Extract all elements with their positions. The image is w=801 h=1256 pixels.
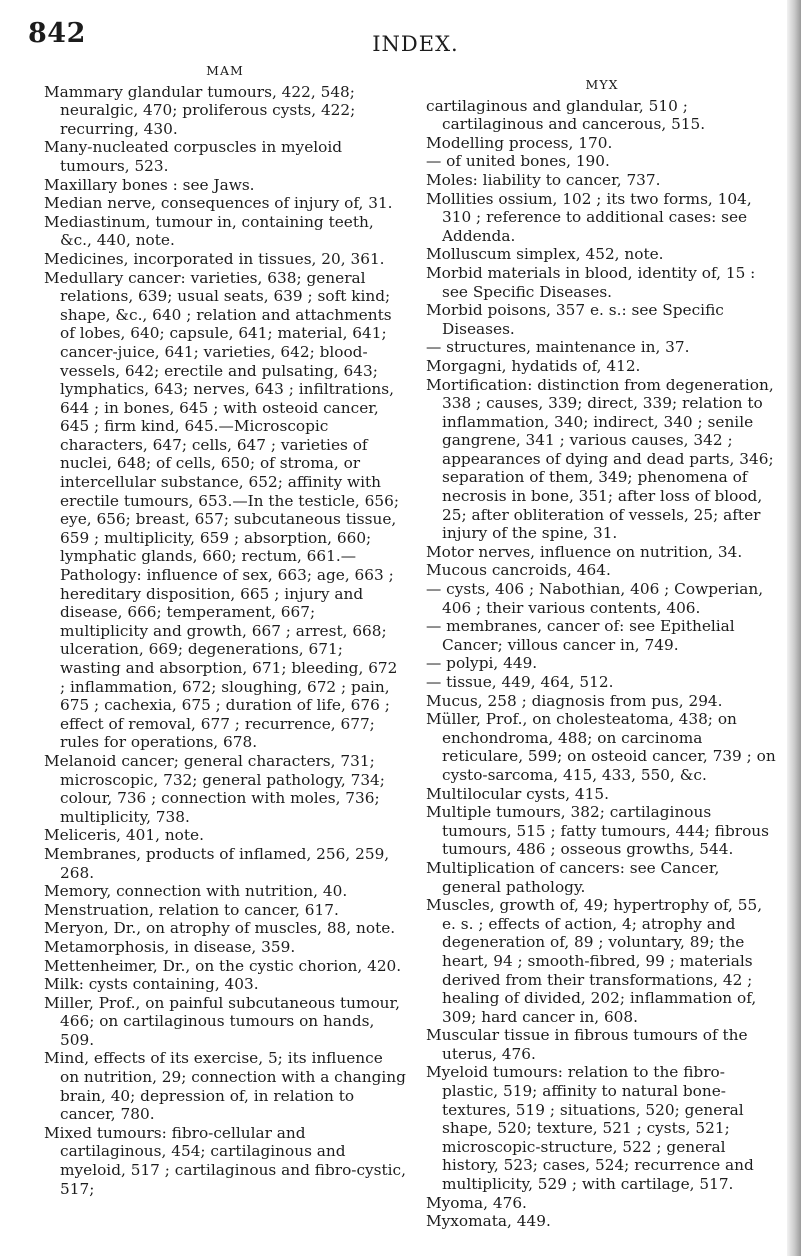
index-entry: Mind, effects of its exercise, 5; its influence on nutrition, 29; connection with a changing brain, 40; depression of, in relation to cancer, 780. xyxy=(44,1049,406,1124)
index-entry: Muscles, growth of, 49; hypertrophy of, 55, e. s. ; effects of action, 4; atrophy and degeneration of, 89 ; voluntary, 89; the heart, 94 ; smooth-fibred, 99 ; materials derived from their transformations, 42 ; healing of divided, 202; inflammation of, 309; hard cancer in, 608. xyxy=(426,896,763,1026)
left-column xyxy=(44,62,406,1198)
index-entry: Morgagni, hydatids of, 412. xyxy=(426,356,641,375)
right-column xyxy=(426,76,778,1231)
index-entry: Moles: liability to cancer, 737. xyxy=(426,170,661,189)
index-entry: Molluscum simplex, 452, note. xyxy=(426,245,664,264)
index-entry: Mettenheimer, Dr., on the cystic chorion, 420. xyxy=(44,956,402,975)
index-entry: Meryon, Dr., on atrophy of muscles, 88, note. xyxy=(44,919,396,938)
index-entry: Muscular tissue in fibrous tumours of the uterus, 476. xyxy=(426,1026,748,1063)
index-entry: Medicines, incorporated in tissues, 20, 361. xyxy=(44,249,385,268)
index-entry: Myxomata, 449. xyxy=(426,1212,551,1231)
index-entry: Multiplication of cancers: see Cancer, general pathology. xyxy=(426,858,720,896)
index-entry: Mixed tumours: fibro-cellular and cartilaginous, 454; cartilaginous and myeloid, 517 ; cartilaginous and fibro-cystic, 517; xyxy=(44,1123,406,1198)
index-entry: — of united bones, 190. xyxy=(426,152,610,171)
index-entry: Mammary glandular tumours, 422, 548; neuralgic, 470; proliferous cysts, 422; recurring, 430. xyxy=(44,82,356,138)
page-edge-shadow xyxy=(787,0,801,1256)
index-entry: Maxillary bones : see Jaws. xyxy=(44,175,255,194)
index-entry: Menstruation, relation to cancer, 617. xyxy=(44,900,339,919)
index-entry: Myoma, 476. xyxy=(426,1193,527,1212)
index-entry: — membranes, cancer of: see Epithelial Cancer; villous cancer in, 749. xyxy=(426,617,735,654)
right-running-head: MYX xyxy=(585,77,619,92)
index-entry: Memory, connection with nutrition, 40. xyxy=(44,882,348,901)
index-entry: Morbid materials in blood, identity of, 15 : see Specific Diseases. xyxy=(426,263,756,301)
index-entry: Mediastinum, tumour in, containing teeth, &c., 440, note. xyxy=(44,212,374,250)
index-entry: Mollities ossium, 102 ; its two forms, 104, 310 ; reference to additional cases: see Addenda. xyxy=(426,189,752,245)
index-entry: — polypi, 449. xyxy=(426,654,538,673)
index-entry: Metamorphosis, in disease, 359. xyxy=(44,937,296,956)
index-entry: Many-nucleated corpuscles in myeloid tumours, 523. xyxy=(44,138,343,175)
index-entry: — structures, maintenance in, 37. xyxy=(426,338,690,357)
index-entry: Medullary cancer: varieties, 638; general relations, 639; usual seats, 639 ; soft kind; shape, &c., 640 ; relation and attachments of lobes, 640; capsule, 641; material, 641; cancer-juice, 641; varieties, 642; blood-vessels, 642; erectile and pulsating, 643; lymphatics, 643; nerves, 643 ; infiltrations, 644 ; in bones, 645 ; with osteoid cancer, 645 ; firm kind, 645.—Microscopic characters, 647; cells, 647 ; varieties of nuclei, 648; of cells, 650; of stroma, or intercellular substance, 652; affinity with erectile tumours, 653.—In the testicle, 656; eye, 656; breast, 657; subcutaneous tissue, 659 ; multiplicity, 659 ; absorption, 660; lymphatic glands, 660; rectum, 661.— Pathology: influence of sex, 663; age, 663 ; hereditary disposition, 665 ; injury and disease, 666; temperament, 667; multiplicity and growth, 667 ; arrest, 668; ulceration, 669; degenerations, 671; wasting and absorption, 671; bleeding, 672 ; inflammation, 672; sloughing, 672 ; pain, 675 ; cachexia, 675 ; duration of life, 676 ; effect of removal, 677 ; recurrence, 677; rules for operations, 678. xyxy=(44,268,399,752)
index-entry: Multilocular cysts, 415. xyxy=(426,784,609,803)
index-entry: Membranes, products of inflamed, 256, 259, 268. xyxy=(44,844,390,882)
index-entry: Müller, Prof., on cholesteatoma, 438; on enchondroma, 488; on carcinoma reticulare, 599; on osteoid cancer, 739 ; on cysto-sarcoma, 415, 433, 550, &c. xyxy=(426,710,776,784)
index-entry: Median nerve, consequences of injury of, 31. xyxy=(44,194,393,213)
index-entry: — cysts, 406 ; Nabothian, 406 ; Cowperian, 406 ; their various contents, 406. xyxy=(426,580,764,617)
index-entry: Multiple tumours, 382; cartilaginous tumours, 515 ; fatty tumours, 444; fibrous tumours, 486 ; osseous growths, 544. xyxy=(426,803,769,859)
index-entry: Melanoid cancer; general characters, 731; microscopic, 732; general pathology, 734; colour, 736 ; connection with moles, 736; multiplicity, 738. xyxy=(44,751,385,826)
index-entry: Mortification: distinction from degeneration, 338 ; causes, 339; direct, 339; relation to inflammation, 340; indirect, 340 ; senile gangrene, 341 ; various causes, 342 ; appearances of dying and dead parts, 346; separation of them, 349; phenomena of necrosis in bone, 351; after loss of blood, 25; after obliteration of vessels, 25; after injury of the spine, 31. xyxy=(426,375,774,543)
page-number: 842 xyxy=(28,18,86,49)
index-entry: Miller, Prof., on painful subcutaneous tumour, 466; on cartilaginous tumours on hands, 509. xyxy=(44,993,401,1049)
index-entry: Mucus, 258 ; diagnosis from pus, 294. xyxy=(426,691,723,710)
index-entry: cartilaginous and glandular, 510 ; cartilaginous and cancerous, 515. xyxy=(426,96,706,134)
index-entry: — tissue, 449, 464, 512. xyxy=(426,673,614,691)
index-entry: Milk: cysts containing, 403. xyxy=(44,975,259,994)
index-entry: Meliceris, 401, note. xyxy=(44,826,204,845)
index-entry: Myeloid tumours: relation to the fibro-plastic, 519; affinity to natural bone-textures, 519 ; situations, 520; general shape, 520; texture, 521 ; cysts, 521; microscopic-structure, 522 ; general history, 523; cases, 524; recurrence and multiplicity, 529 ; with cartilage, 517. xyxy=(426,1063,754,1194)
index-entry: Mucous cancroids, 464. xyxy=(426,561,611,580)
page-title: INDEX. xyxy=(372,32,459,56)
index-entry: Morbid poisons, 357 e. s.: see Specific Diseases. xyxy=(426,301,724,338)
index-entry: Motor nerves, influence on nutrition, 34. xyxy=(426,542,743,561)
left-running-head: MAM xyxy=(206,63,244,78)
index-entry: Modelling process, 170. xyxy=(426,133,613,152)
